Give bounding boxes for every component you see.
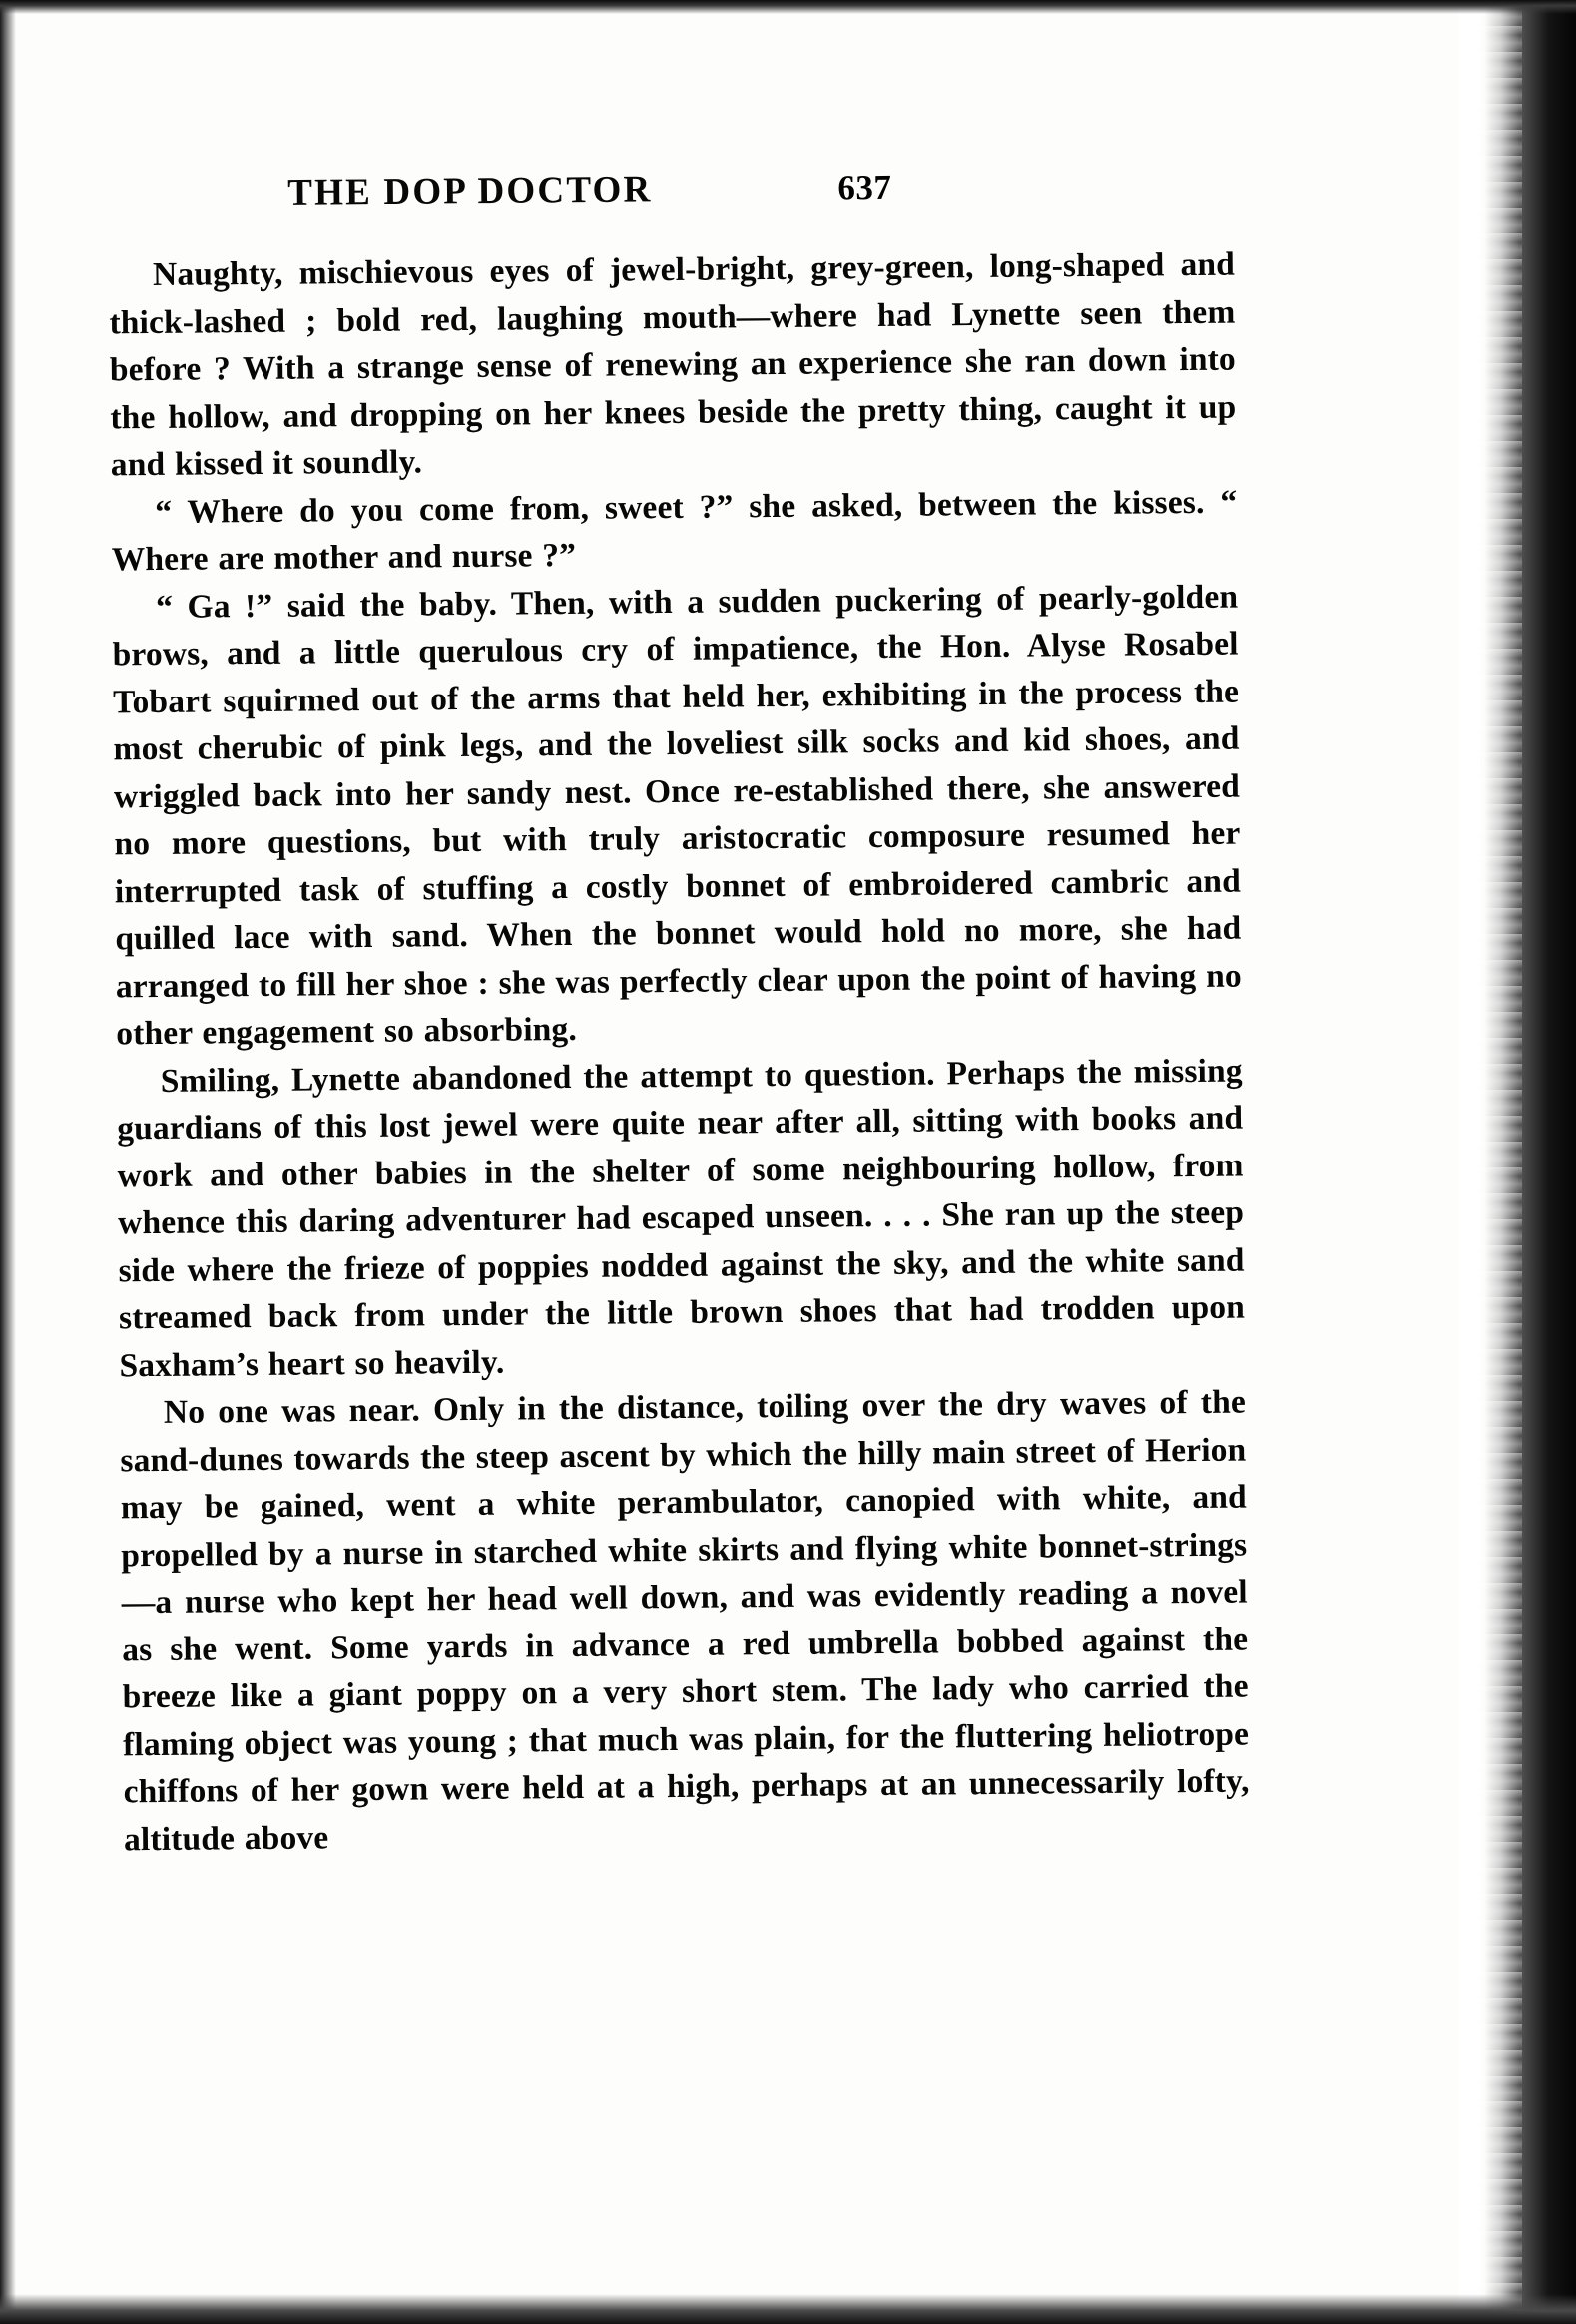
page-content — [108, 163, 1250, 1864]
paragraph: Smiling, Lynette abandoned the attempt to question. Perhaps the missing guardians of this lost jewel were quite near after all, sitting with books and work and other babies in the shelter of some neighbouring hollow, from whence this daring adventurer had escaped unseen. . . . She ran up the steep side where the frieze of poppies nodded against the sky, and the white sand streamed back from under the little brown shoes that had trodden upon Saxham’s heart so heavily. — [117, 1052, 1246, 1384]
paragraph: No one was near. Only in the distance, toiling over the dry waves of the sand-dunes towards the steep ascent by which the hilly main street of Herion may be gained, went a white perambulator, canopied with white, and propelled by a nurse in starched white skirts and flying white bonnet-strings—a nurse who kept her head well down, and was evidently reading a novel as she went. Some yards in advance a red umbrella bobbed against the breeze like a giant poppy on a very short stem. The lady who carried the flaming object was young ; that much was plain, for the fluttering heliotrope chiffons of her gown were held at a high, perhaps at an unnecessarily lofty, altitude above — [120, 1383, 1250, 1858]
page-number: 637 — [837, 167, 892, 208]
paragraph: “ Ga !” said the baby. Then, with a sudden puckering of pearly-golden brows, and a little querulous cry of impatience, the Hon. Alyse Rosabel Tobart squirmed out of the arms that held her, exhibiting in the process the most cherubic of pink legs, and the loveliest silk socks and kid shoes, and wriggled back into her sandy nest. Once re-established there, she answered no more questions, but with truly aristocratic composure resumed her interrupted task of stuffing a costly bonnet of embroidered cambric and quilled lace with sand. When the bonnet would hold no more, she had arranged to fill her shoe : she was perfectly clear upon the point of having no other engagement so absorbing. — [112, 578, 1242, 1053]
running-title: THE DOP DOCTOR — [287, 168, 653, 215]
paragraph: “ Where do you come from, sweet ?” she asked, between the kisses. “ Where are mother and nurse ?” — [111, 483, 1238, 579]
scan-edge-left — [0, 0, 16, 2324]
body-text — [109, 241, 1250, 1864]
scan-edge-top — [0, 0, 1576, 14]
scan-edge-bottom — [0, 2294, 1576, 2324]
paragraph: Naughty, mischievous eyes of jewel-bright, grey-green, long-shaped and thick-lashed ; bold red, laughing mouth—where had Lynette seen them before ? With a strange sense of renewing an experience she ran down into the hollow, and dropping on her knees beside the pretty thing, caught it up and kissed it soundly. — [109, 245, 1237, 484]
scan-edge-right-speckle — [1476, 0, 1522, 2324]
